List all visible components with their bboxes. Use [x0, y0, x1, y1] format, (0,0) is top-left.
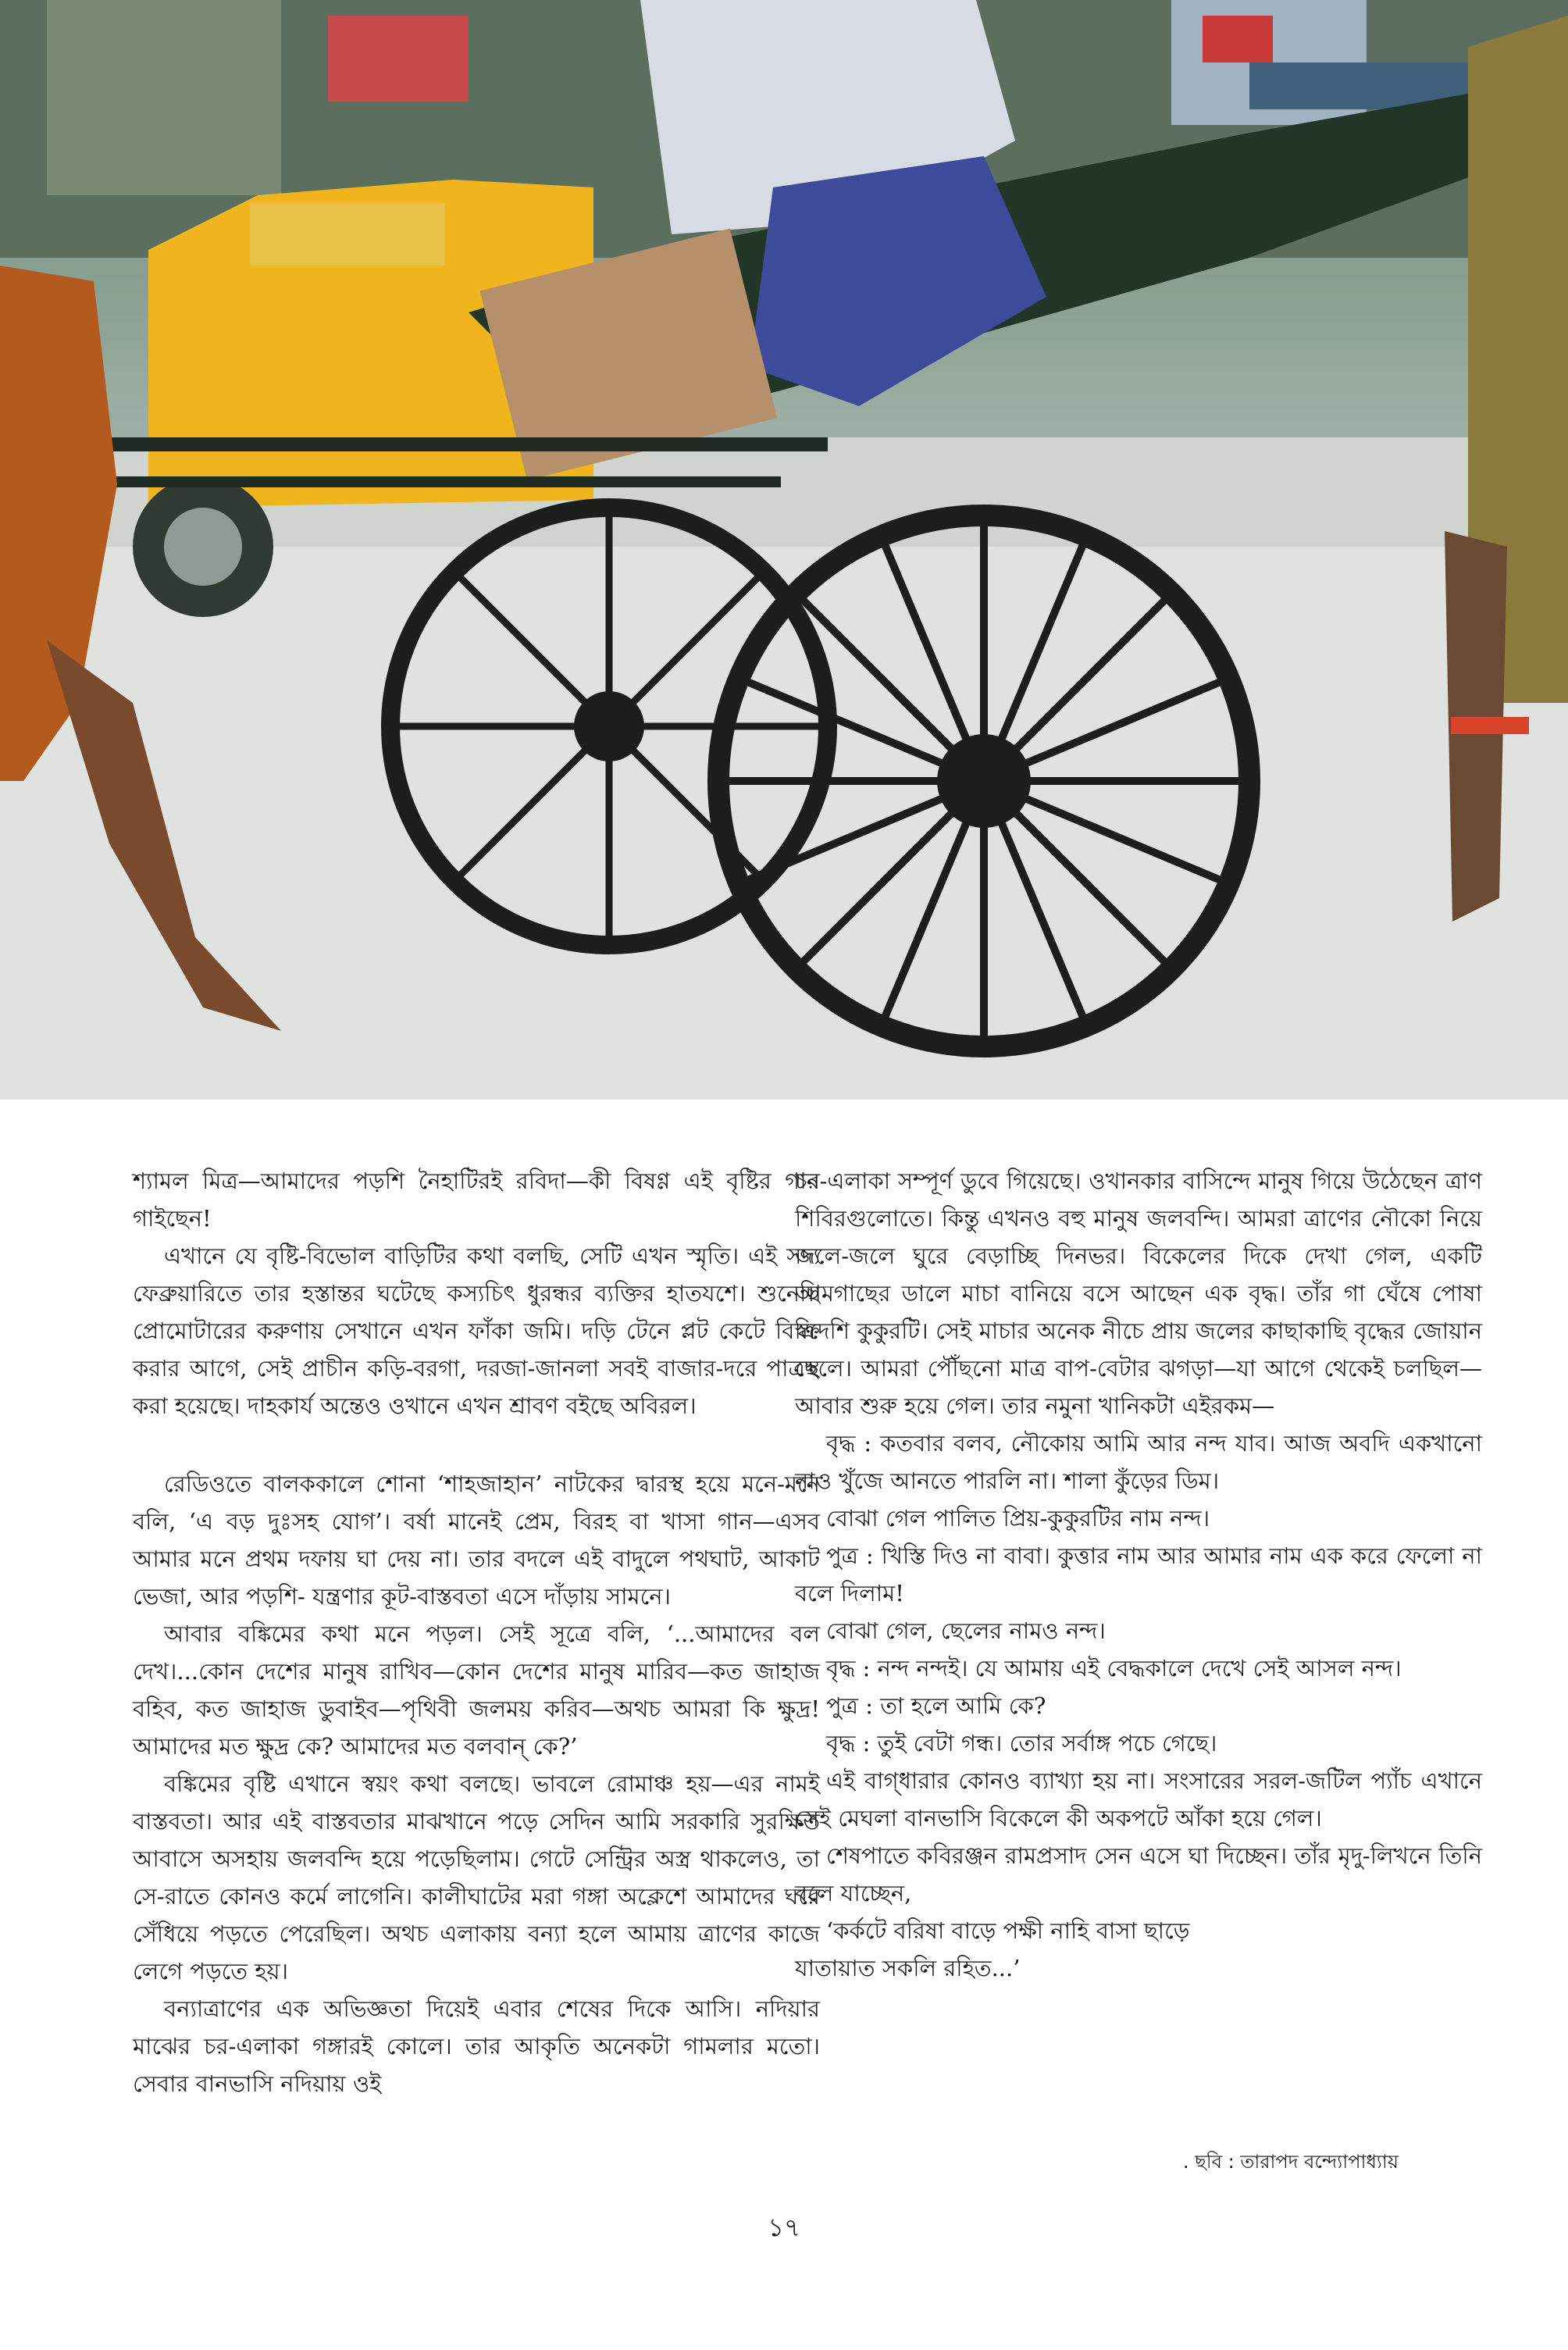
- left-column: [133, 1162, 820, 2102]
- rickshaw-photo: [0, 0, 1568, 1100]
- paragraph: বোঝা গেল পালিত প্রিয়-কুকুরটির নাম নন্দ।: [826, 1505, 1210, 1532]
- paragraph: বঙ্কিমের বৃষ্টি এখানে স্বয়ং কথা বলছে। ভাবলে রোমাঞ্চ হয়—এর নামই বাস্তবতা। আর এই বাস্তবতার মাঝখানে পড়ে সেদিন আমি সরকারি সুরক্ষিত আবাসে অসহায় জলবন্দি হয়ে পড়েছিলাম। গেটে সেন্ট্রির অস্ত্র থাকলেও, তা সে-রাতে কোনও কর্মে লাগেনি। কালীঘাটের মরা গঙ্গা অক্লেশে আমাদের ঘরে সেঁধিয়ে পড়তে পেরেছিল। অথচ এলাকায় বন্যা হলে আমায় ত্রাণের কাজে লেগে পড়তে হয়।: [133, 1771, 820, 1984]
- paragraph: আবার বঙ্কিমের কথা মনে পড়ল। সেই সূত্রে বলি, ‘...আমাদের বল দেখ।...কোন দেশের মানুষ রাখিব—কোন দেশের মানুষ মারিব—কত জাহাজ বহিব, কত জাহাজ ডুবাইব—পৃথিবী জলময় করিব—অথচ আমরা কি ক্ষুদ্র! আমাদের মত ক্ষুদ্র কে? আমাদের মত বলবান্ কে?’: [133, 1621, 820, 1760]
- dialogue-line: বৃদ্ধ : তুই বেটা গন্ধ। তোর সর্বাঙ্গ পচে গেছে।: [826, 1730, 1217, 1756]
- paragraph: বন্যাত্রাণের এক অভিজ্ঞতা দিয়েই এবার শেষের দিকে আসি। নদিয়ার মাঝের চর-এলাকা গঙ্গারই কোলে। তার আকৃতি অনেকটা গামলার মতো। সেবার বানভাসি নদিয়ায় ওই: [133, 1995, 820, 2097]
- paragraph: চর-এলাকা সম্পূর্ণ ডুবে গিয়েছে। ওখানকার বাসিন্দে মানুষ গিয়ে উঠেছেন ত্রাণ শিবিরগুলোতে। কিন্তু এখনও বহু মানুষ জলবন্দি। আমরা ত্রাণের নৌকো নিয়ে জলে-জলে ঘুরে বেড়াচ্ছি দিনভর। বিকেলের দিকে দেখা গেল, একটি আমগাছের ডালে মাচা বানিয়ে বসে আছেন এক বৃদ্ধ। তাঁর গা ঘেঁষে পোষা স্বদেশি কুকুরটি। সেই মাচার অনেক নীচে প্রায় জলের কাছাকাছি বৃদ্ধের জোয়ান ছেলে। আমরা পৌঁছনো মাত্র বাপ-বেটার ঝগড়া—যা আগে থেকেই চলছিল—আবার শুরু হয়ে গেল। তার নমুনা খানিকটা এইরকম—: [795, 1168, 1482, 1419]
- verse-line: ‘কর্কটে বরিষা বাড়ে পক্ষী নাহি বাসা ছাড়ে: [826, 1917, 1190, 1944]
- right-column: [795, 1162, 1482, 1987]
- paragraph: বোঝা গেল, ছেলের নামও নন্দ।: [826, 1617, 1106, 1644]
- verse-line: যাতায়াত সকলি রহিত...’: [795, 1955, 1021, 1981]
- paragraph: এই বাগ্‌ধারার কোনও ব্যাখ্যা হয় না। সংসারের সরল-জটিল প্যাঁচ এখানে সেই মেঘলা বানভাসি বিকেলে কী অকপটে আঁকা হয়ে গেল।: [795, 1767, 1482, 1831]
- photo-credit: . ছবি : তারাপদ বন্দ্যোপাধ্যায়: [1183, 2151, 1399, 2173]
- rickshaw-illustration: [0, 0, 1568, 1100]
- paragraph: এখানে যে বৃষ্টি-বিভোল বাড়িটির কথা বলছি, সেটি এখন স্মৃতি। এই সদ্য ফেব্রুয়ারিতে তার হস্তান্তর ঘটেছে কস্যচিৎ ধুরন্ধর ব্যক্তির হাতযশে। শুনেছি প্রোমোটারের করুণায় সেখানে এখন ফাঁকা জমি। দড়ি টেনে প্লট কেটে বিক্রি করার আগে, সেই প্রাচীন কড়ি-বরগা, দরজা-জানলা সবই বাজার-দরে পাত্রস্থ করা হয়েছে। দাহকার্য অন্তেও ওখানে এখন শ্রাবণ বইছে অবিরল।: [133, 1243, 820, 1419]
- dialogue-line: পুত্র : খিস্তি দিও না বাবা। কুত্তার নাম আর আমার নাম এক করে ফেলো না বলে দিলাম!: [795, 1542, 1482, 1606]
- dialogue-line: বৃদ্ধ : কতবার বলব, নৌকোয় আমি আর নন্দ যাব। আজ অবদি একখানো নাও খুঁজে আনতে পারলি না। শালা কুঁড়ের ডিম।: [795, 1430, 1482, 1494]
- dialogue-line: পুত্র : তা হলে আমি কে?: [826, 1692, 1046, 1719]
- dialogue-line: বৃদ্ধ : নন্দ নন্দই। যে আমায় এই বেদ্ধকালে দেখে সেই আসল নন্দ।: [826, 1655, 1402, 1681]
- page-number: ১৭: [768, 2213, 800, 2242]
- paragraph: রেডিওতে বালককালে শোনা ‘শাহজাহান’ নাটকের দ্বারস্থ হয়ে মনে-মনে বলি, ‘এ বড় দুঃসহ যোগ’। বর্ষা মানেই প্রেম, বিরহ বা খাসা গান—এসব আমার মনে প্রথম দফায় ঘা দেয় না। তার বদলে এই বাদুলে পথঘাট, আকাট ভেজা, আর পড়শি- যন্ত্রণার কূট-বাস্তবতা এসে দাঁড়ায় সামনে।: [133, 1471, 820, 1610]
- paragraph: শেষপাতে কবিরঞ্জন রামপ্রসাদ সেন এসে ঘা দিচ্ছেন। তাঁর মৃদু-লিখনে তিনি বলে যাচ্ছেন,: [795, 1842, 1482, 1906]
- paragraph: শ্যামল মিত্র—আমাদের পড়শি নৈহাটিরই রবিদা—কী বিষণ্ণ এই বৃষ্টির গান গাইছেন!: [133, 1168, 820, 1232]
